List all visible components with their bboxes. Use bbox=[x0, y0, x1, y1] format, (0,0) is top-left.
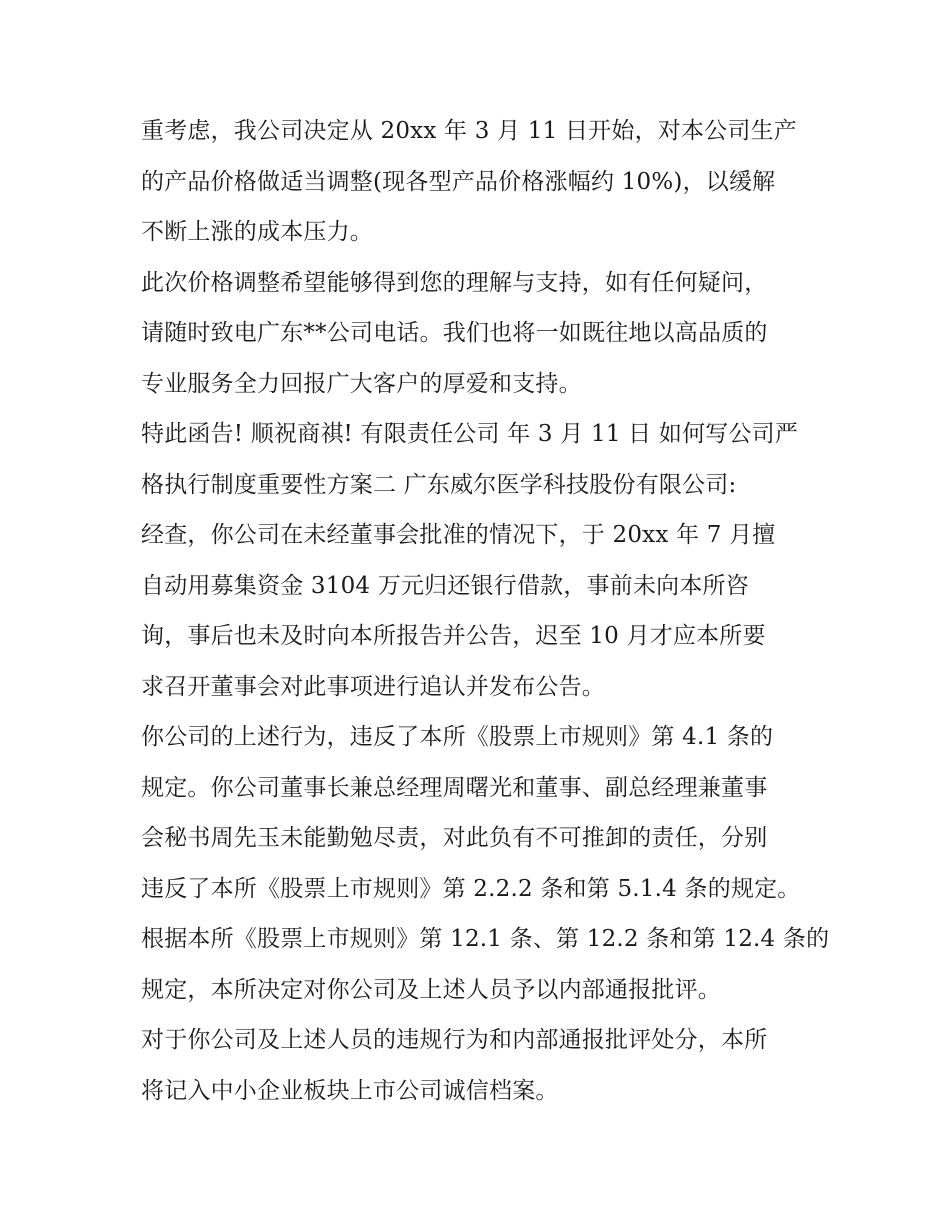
text-line: 格执行制度重要性方案二 广东威尔医学科技股份有限公司: bbox=[141, 471, 737, 498]
document-body bbox=[141, 106, 831, 1116]
text-line: 自动用募集资金 3104 万元归还银行借款，事前未向本所咨 bbox=[141, 572, 749, 599]
text-line: 会秘书周先玉未能勤勉尽责，对此负有不可推卸的责任，分别 bbox=[141, 825, 768, 851]
text-line: 此次价格调整希望能够得到您的理解与支持，如有任何疑问， bbox=[141, 269, 768, 296]
text-line: 询，事后也未及时向本所报告并公告，迟至 10 月才应本所要 bbox=[141, 623, 766, 649]
text-line: 经查，你公司在未经董事会批准的情况下，于 20xx 年 7 月擅 bbox=[141, 522, 776, 548]
text-line: 你公司的上述行为，违反了本所《股票上市规则》第 4.1 条的 bbox=[141, 724, 774, 750]
text-line: 规定。你公司董事长兼总经理周曙光和董事、副总经理兼董事 bbox=[141, 774, 768, 801]
text-line: 特此函告! 顺祝商祺! 有限责任公司 年 3 月 11 日 如何写公司严 bbox=[141, 421, 799, 447]
text-line: 求召开董事会对此事项进行追认并发布公告。 bbox=[141, 673, 605, 700]
text-line: 违反了本所《股票上市规则》第 2.2.2 条和第 5.1.4 条的规定。 bbox=[141, 875, 801, 902]
text-line: 根据本所《股票上市规则》第 12.1 条、第 12.2 条和第 12.4 条的 bbox=[141, 926, 830, 952]
text-line: 重考虑，我公司决定从 20xx 年 3 月 11 日开始，对本公司生产 bbox=[141, 118, 797, 144]
text-line: 专业服务全力回报广大客户的厚爱和支持。 bbox=[141, 370, 582, 397]
text-line: 规定，本所决定对你公司及上述人员予以内部通报批评。 bbox=[141, 976, 721, 1003]
text-line: 不断上涨的成本压力。 bbox=[141, 219, 373, 245]
text-line: 的产品价格做适当调整(现各型产品价格涨幅约 10%)，以缓解 bbox=[141, 168, 776, 195]
text-line: 将记入中小企业板块上市公司诚信档案。 bbox=[141, 1077, 559, 1104]
text-line: 请随时致电广东**公司电话。我们也将一如既往地以高品质的 bbox=[141, 320, 768, 346]
text-line: 对于你公司及上述人员的违规行为和内部通报批评处分，本所 bbox=[141, 1027, 768, 1053]
